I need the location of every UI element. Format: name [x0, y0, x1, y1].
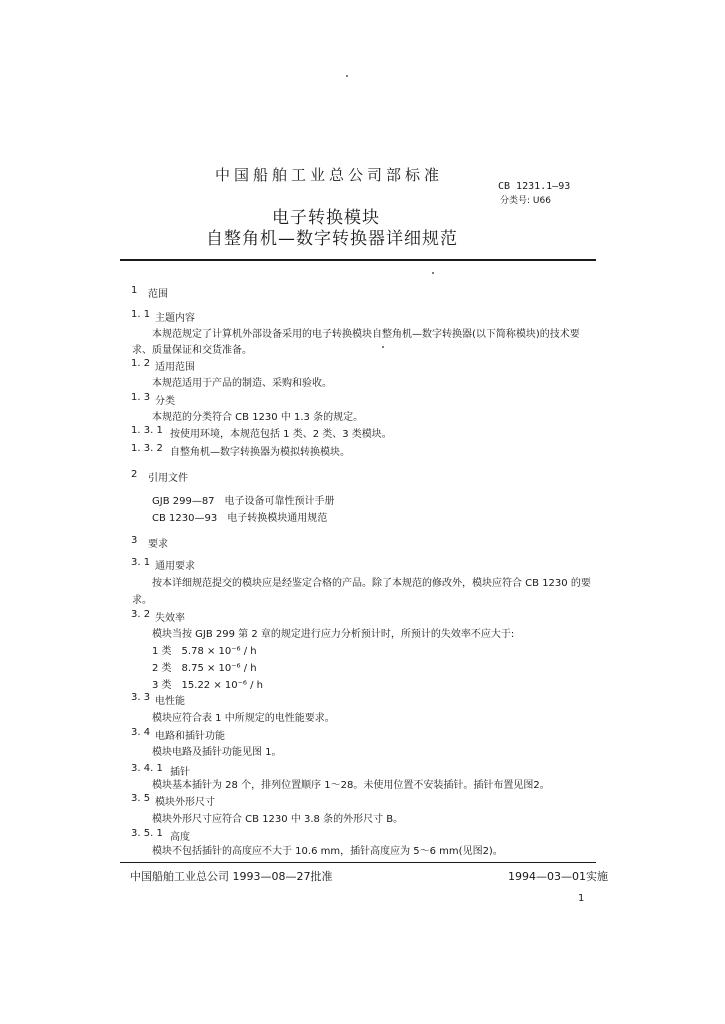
body-text: 求。	[132, 595, 152, 606]
body-text: 求、质量保证和交货准备。	[132, 345, 252, 356]
section-heading: 引用文件	[148, 473, 188, 484]
scan-speck	[346, 75, 348, 77]
section-number: 1. 3. 1	[131, 425, 163, 436]
section-number: 3. 3	[131, 692, 151, 703]
page-number: 1	[578, 893, 585, 904]
clause-title: 分类	[155, 396, 175, 407]
section-number: 3. 4	[131, 727, 151, 738]
organization-title: 中国船舶工业总公司部标准	[215, 166, 444, 184]
approval-note: 中国船舶工业总公司 1993—08—27批准	[130, 870, 333, 883]
clause-title: 自整角机—数字转换器为模拟转换模块。	[170, 447, 350, 458]
classification-code: 分类号: U66	[500, 196, 551, 206]
body-text: CB 1230—93 电子转换模块通用规范	[152, 513, 328, 524]
clause-title: 电性能	[155, 696, 185, 707]
header-divider	[120, 259, 596, 261]
body-text: 模块基本插针为 28 个，排列位置顺序 1～28。未使用位置不安装插针。插针布置见图2。	[152, 780, 550, 791]
clause-title: 模块外形尺寸	[155, 797, 215, 808]
section-heading: 范围	[148, 289, 168, 300]
clause-title: 主题内容	[155, 313, 195, 324]
body-text: 模块应符合表 1 中所规定的电性能要求。	[152, 713, 335, 724]
document-title-line1: 电子转换模块	[272, 208, 380, 228]
section-number: 3. 4. 1	[131, 763, 163, 774]
body-text: GJB 299—87 电子设备可靠性预计手册	[152, 496, 335, 507]
clause-title: 插针	[170, 767, 190, 778]
scan-speck	[432, 272, 434, 274]
body-text: 模块当按 GJB 299 第 2 章的规定进行应力分析预计时，所预计的失效率不应大于:	[152, 629, 515, 640]
body-text: 2 类 8.75 × 10⁻⁶ / h	[152, 663, 257, 674]
section-heading: 要求	[148, 539, 168, 550]
section-number: 3. 5	[131, 793, 151, 804]
clause-title: 通用要求	[155, 561, 195, 572]
footer-divider	[120, 862, 596, 863]
section-number: 3	[131, 535, 138, 546]
clause-title: 适用范围	[155, 362, 195, 373]
section-number: 3. 5. 1	[131, 828, 163, 839]
body-text: 按本详细规范提交的模块应是经鉴定合格的产品。除了本规范的修改外，模块应符合 CB 1230 的要	[152, 578, 591, 589]
document-title-line2: 自整角机—数字转换器详细规范	[206, 229, 458, 249]
section-number: 1	[131, 285, 138, 296]
body-text: 本规范规定了计算机外部设备采用的电子转换模块自整角机—数字转换器(以下简称模块)的技术要	[152, 329, 580, 340]
body-text: 模块不包括插针的高度应不大于 10.6 mm，插针高度应为 5～6 mm(见图2)。	[152, 846, 503, 857]
clause-title: 按使用环境，本规范包括 1 类、2 类、3 类模块。	[170, 429, 392, 440]
section-number: 1. 1	[131, 309, 151, 320]
body-text: 模块电路及插针功能见图 1。	[152, 747, 282, 758]
body-text: 1 类 5.78 × 10⁻⁶ / h	[152, 646, 257, 657]
section-number: 3. 2	[131, 609, 151, 620]
section-number: 1. 3. 2	[131, 443, 163, 454]
body-text: 本规范适用于产品的制造、采购和验收。	[152, 378, 332, 389]
section-number: 1. 3	[131, 392, 151, 403]
implementation-date: 1994—03—01实施	[508, 870, 608, 883]
scan-speck	[382, 346, 384, 348]
clause-title: 失效率	[155, 613, 185, 624]
standard-code: CB 1231.1—93	[498, 181, 571, 192]
body-text: 模块外形尺寸应符合 CB 1230 中 3.8 条的外形尺寸 B。	[152, 814, 404, 825]
clause-title: 高度	[170, 832, 190, 843]
section-number: 3. 1	[131, 557, 151, 568]
body-text: 本规范的分类符合 CB 1230 中 1.3 条的规定。	[152, 412, 364, 423]
section-number: 2	[131, 469, 138, 480]
body-text: 3 类 15.22 × 10⁻⁶ / h	[152, 680, 263, 691]
section-number: 1. 2	[131, 358, 151, 369]
clause-title: 电路和插针功能	[155, 731, 225, 742]
